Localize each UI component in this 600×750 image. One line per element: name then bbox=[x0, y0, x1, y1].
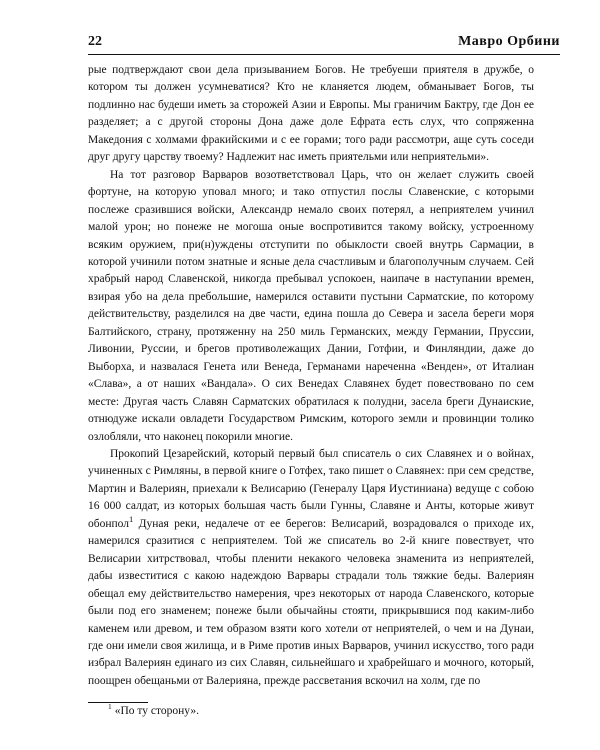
paragraph-1: рые подтверждают свои дела призыванием Богов. Не требуеши приятеля в дружбе, о котором ты должен усумневатися? Кто не кланяется людем, обманывает Богов, ты подлинно нас будеши иметь за сторожей Азии и Европы. Мы граничим Бактру, где Дон ее разделяет; а с другой стороны Дона даже доле Ефрата есть слух, что сопряженна Македония с холмами фракийскими и с ее горами; того ради рассмотри, аще суть соседи друг другу царству твоему? Надлежит нас иметь приятельми или неприятельми». bbox=[88, 64, 534, 164]
page-header bbox=[88, 34, 560, 55]
main-text bbox=[88, 62, 534, 690]
paragraph-3 bbox=[88, 446, 534, 690]
paragraph-2: На тот разговор Варваров возответствовал Царь, что он желает служить своей фортуне, на которую уповал много; и тако отпустил послы Славенские, с которыми послеже сразившися войски, Александр немало своих потерял, а неприятелем учинил малой урон; но понеже не могоша оные воспротивится такому войску, устроенному всяким оружием, при(н)уждены отступити по обыклости своей внутрь Сармации, в которой учинили потом знатные и ясные дела счастливым и благополучным случаем. Сей храбрый народ Славенской, никогда пребывал успокоен, наипаче в наступании времен, взирая убо на дела пребольшие, намерился оставити пустыни Сарматские, по которому действительству, разделился на две части, едина пошла до Севера и засела береги моря Балтийского, страну, протяженну на 250 миль Германских, между Германии, Пруссии, Ливонии, Руссии, и брегов противолежащих Дании, Готфии, и Финляндии, даже до Выборха, и назвалася Генета или Венеда, Германами нареченна «Венден», от Италиан «Слава», а от наших «Вандала». О сих Венедах Славянех будет повествовано по сем месте: Другая часть Славян Сарматских обратилася к полудни, засела бреги Дунаиские, отнюдуже искали овладети Государством Римским, которого земли и провинции толико озлобляли, что наконец покорили многие. bbox=[88, 168, 534, 443]
footnote-text: «По ту сторону». bbox=[114, 705, 199, 717]
footnote bbox=[108, 704, 199, 718]
page-number: 22 bbox=[88, 34, 102, 49]
footnote-mark: 1 bbox=[108, 702, 112, 712]
paragraph-3-part-1: Прокопий Цезарейский, который первый был списатель о сих Славянех и о войнах, учиненных с Римляны, в первой книге о Готфех, тако пишет о Славянех: при сем средстве, Мартин и Валериян, приехали к Велисарию (Генералу Царя Иустиниана) ведуще с собою 16 000 салдат, из которых большая часть были Гунны, Славяне и Анты, которые живут обонпол bbox=[88, 447, 535, 530]
footnote-reference[interactable]: 1 bbox=[129, 513, 134, 524]
running-title: Мавро Орбини bbox=[458, 34, 560, 49]
footnote-separator bbox=[88, 702, 148, 703]
paragraph-3-part-2: Дуная реки, недалече от ее берегов: Велисарий, возрадовался о приходе их, намерился сразитися с неприятелем. Той же списатель во 2-й книге повествует, что Велисарии хитрствовал, чтобы пленити некакого человека знаменита из неприятелей, дабы известитися с какою надеждою Варвары страдали толь тяжкие беды. Валериян обещал ему действительство намерения, чрез некоторых от народа Славенского, которые были под его знаменем; понеже были обычайны стояти, прикрывшися под каким-либо каменем или древом, и тем образом взяти кого хотели от неприятелей, о чем и на Дунаи, где они имели своя жилища, и в Риме против иных Варваров, учинил искусство, того ради избрал Валериян единаго из сих Славян, сильнейшаго и храбрейшаго и мочного, который, поощрен обещаньми от Валерияна, прежде рассветания вскочил на холм, где по bbox=[88, 517, 534, 687]
